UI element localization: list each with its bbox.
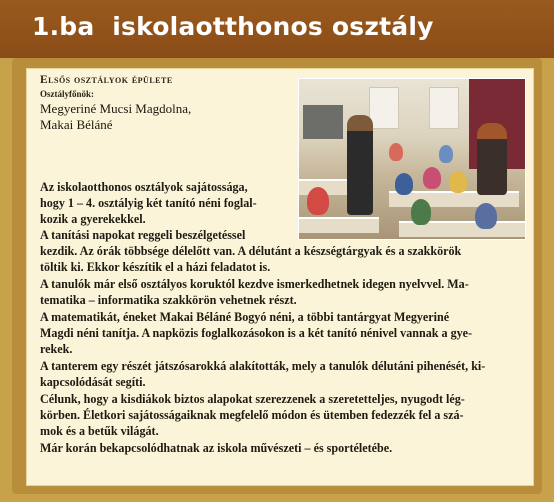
body-line: töltik ki. Ekkor készítik el a házi feladatot is. [40, 260, 271, 274]
class-info [40, 74, 290, 133]
classroom-photo [298, 78, 526, 240]
body-line: kapcsolódását segíti. [40, 375, 146, 389]
body-line: Az iskolaotthonos osztályok sajátossága, [40, 180, 248, 194]
body-line: Célunk, hogy a kisdiákok biztos alapokat szerezzenek a szeretetteljes, nyugodt lég- [40, 392, 465, 406]
body-line: körben. Életkori sajátosságaiknak megfelelő módon és ütemben fedezzék fel a szá- [40, 408, 464, 422]
body-line: hogy 1 – 4. osztályig két tanító néni foglal- [40, 196, 257, 210]
body-line: A tanítási napokat reggeli beszélgetéssel [40, 228, 246, 242]
body-line: A tanulók már első osztályos koruktól kezdve ismerkedhetnek idegen nyelvvel. Ma- [40, 277, 469, 291]
body-line: Már korán bekapcsolódhatnak az iskola művészeti – és sportéletébe. [40, 441, 393, 455]
body-line: A matematikát, éneket Makai Béláné Bogyó néni, a többi tantárgyat Megyeriné [40, 310, 450, 324]
teacher-name-1: Megyeriné Mucsi Magdolna, [40, 101, 192, 116]
teacher-label: Osztályfőnök: [40, 89, 94, 99]
section-title: Elsős osztályok épülete [40, 74, 173, 86]
body-line: rekek. [40, 342, 73, 356]
teacher-name-2: Makai Béláné [40, 117, 113, 132]
body-line: kezdik. Az órák többsége délelőtt van. A délutánt a készségtárgyak és a szakkörök [40, 244, 462, 258]
body-line: Magdi néni tanítja. A napközis foglalkozásokon is a két tanító nénivel vannak a gye- [40, 326, 473, 340]
body-line: mok és a betűk világát. [40, 424, 159, 438]
body-line: kozik a gyerekekkel. [40, 212, 146, 226]
body-line: A tanterem egy részét játszósarokká alakították, mely a tanulók délutáni pihenését, ki- [40, 359, 486, 373]
teacher-names [40, 101, 290, 133]
body-line: tematika – informatika szakkörön vehetnek részt. [40, 293, 297, 307]
page-title: 1.ba iskolaotthonos osztály [32, 12, 434, 41]
